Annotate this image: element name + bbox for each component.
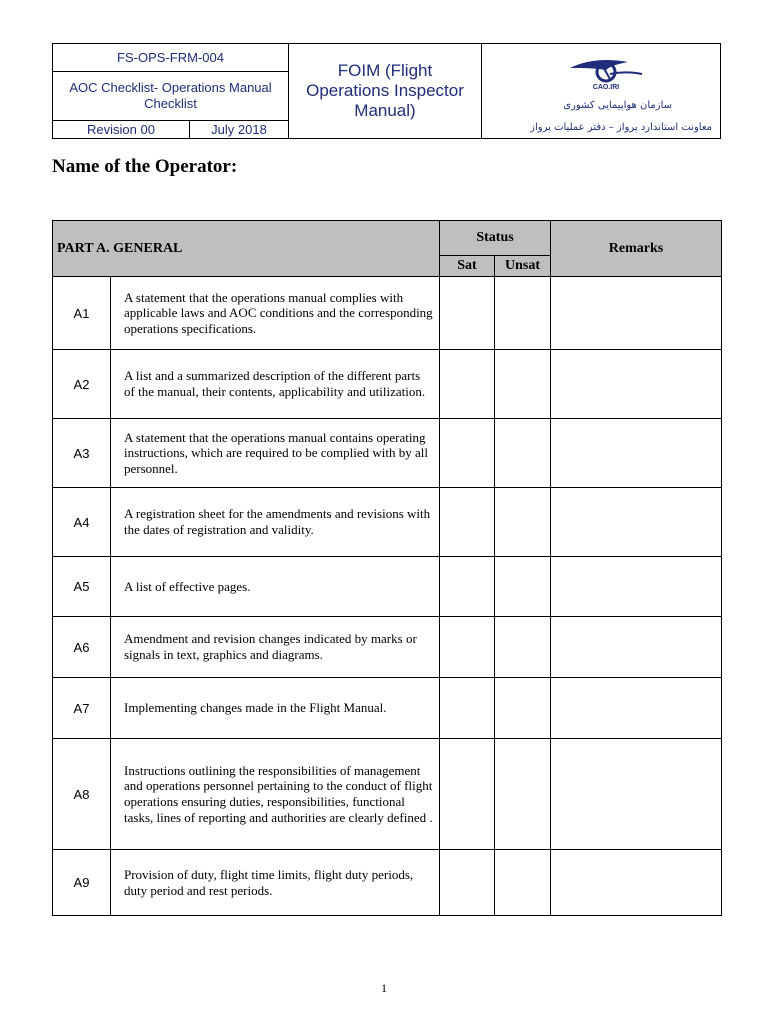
item-code: A2 <box>53 350 111 419</box>
item-code: A5 <box>53 557 111 617</box>
checklist-row <box>53 350 722 419</box>
item-description: A statement that the operations manual contains operating instructions, which are required to be complied with by all personnel. <box>111 419 440 488</box>
sat-cell[interactable] <box>440 419 495 488</box>
form-code: FS-OPS-FRM-004 <box>117 49 224 65</box>
organization-block <box>482 44 720 138</box>
page-number: 1 <box>381 981 387 995</box>
item-description: A registration sheet for the amendments and revisions with the dates of registration and validity. <box>111 488 440 557</box>
part-title: PART A. GENERAL <box>53 221 440 277</box>
org-name: سازمان هواپیمایی کشوری <box>563 100 672 111</box>
remarks-cell[interactable] <box>551 277 722 350</box>
item-code: A1 <box>53 277 111 350</box>
item-code: A9 <box>53 850 111 916</box>
item-description: A statement that the operations manual complies with applicable laws and AOC conditions and the corresponding operations specifications. <box>111 277 440 350</box>
cao-logo <box>566 52 646 92</box>
item-code: A8 <box>53 739 111 850</box>
remarks-cell[interactable] <box>551 678 722 739</box>
unsat-cell[interactable] <box>495 850 551 916</box>
checklist-row <box>53 617 722 678</box>
form-title: AOC Checklist- Operations Manual Checklist <box>69 80 272 111</box>
unsat-cell[interactable] <box>495 419 551 488</box>
sat-cell[interactable] <box>440 850 495 916</box>
status-header: Status <box>440 221 551 256</box>
sat-cell[interactable] <box>440 488 495 557</box>
sat-cell[interactable] <box>440 678 495 739</box>
sat-cell[interactable] <box>440 277 495 350</box>
unsat-cell[interactable] <box>495 350 551 419</box>
sat-cell[interactable] <box>440 739 495 850</box>
unsat-header: Unsat <box>495 256 551 277</box>
manual-title: FOIM (Flight Operations Inspector Manual) <box>306 61 464 120</box>
item-code: A6 <box>53 617 111 678</box>
item-code: A4 <box>53 488 111 557</box>
remarks-cell[interactable] <box>551 617 722 678</box>
item-description: A list of effective pages. <box>111 557 440 617</box>
sat-cell[interactable] <box>440 617 495 678</box>
document-header <box>52 43 721 139</box>
item-description: A list and a summarized description of the different parts of the manual, their contents, applicability and utilization. <box>111 350 440 419</box>
checklist-row <box>53 419 722 488</box>
revision-label: Revision 00 <box>87 122 155 137</box>
checklist-row <box>53 557 722 617</box>
remarks-cell[interactable] <box>551 419 722 488</box>
checklist-row <box>53 739 722 850</box>
checklist-row <box>53 488 722 557</box>
remarks-cell[interactable] <box>551 557 722 617</box>
item-description: Amendment and revision changes indicated by marks or signals in text, graphics and diagrams. <box>111 617 440 678</box>
sat-cell[interactable] <box>440 350 495 419</box>
item-description: Implementing changes made in the Flight Manual. <box>111 678 440 739</box>
checklist-row <box>53 678 722 739</box>
unsat-cell[interactable] <box>495 739 551 850</box>
revision-date: July 2018 <box>211 122 267 137</box>
remarks-cell[interactable] <box>551 488 722 557</box>
item-code: A7 <box>53 678 111 739</box>
unsat-cell[interactable] <box>495 277 551 350</box>
unsat-cell[interactable] <box>495 557 551 617</box>
sat-cell[interactable] <box>440 557 495 617</box>
org-department: معاونت استاندارد پرواز – دفتر عملیات پرواز <box>530 122 712 133</box>
sat-header: Sat <box>440 256 495 277</box>
remarks-cell[interactable] <box>551 850 722 916</box>
remarks-header: Remarks <box>551 221 722 277</box>
item-description: Provision of duty, flight time limits, flight duty periods, duty period and rest periods. <box>111 850 440 916</box>
checklist-table <box>52 220 722 916</box>
unsat-cell[interactable] <box>495 617 551 678</box>
checklist-row <box>53 850 722 916</box>
item-description: Instructions outlining the responsibilities of management and operations personnel pertaining to the conduct of flight operations ensuring duties, responsibilities, functional tasks, lines of reporting and authorities are clearly defined . <box>111 739 440 850</box>
remarks-cell[interactable] <box>551 350 722 419</box>
item-code: A3 <box>53 419 111 488</box>
logo-caption: CAO.IRI <box>592 84 620 91</box>
checklist-row <box>53 277 722 350</box>
operator-name-label: Name of the Operator: <box>52 156 238 177</box>
remarks-cell[interactable] <box>551 739 722 850</box>
unsat-cell[interactable] <box>495 678 551 739</box>
unsat-cell[interactable] <box>495 488 551 557</box>
